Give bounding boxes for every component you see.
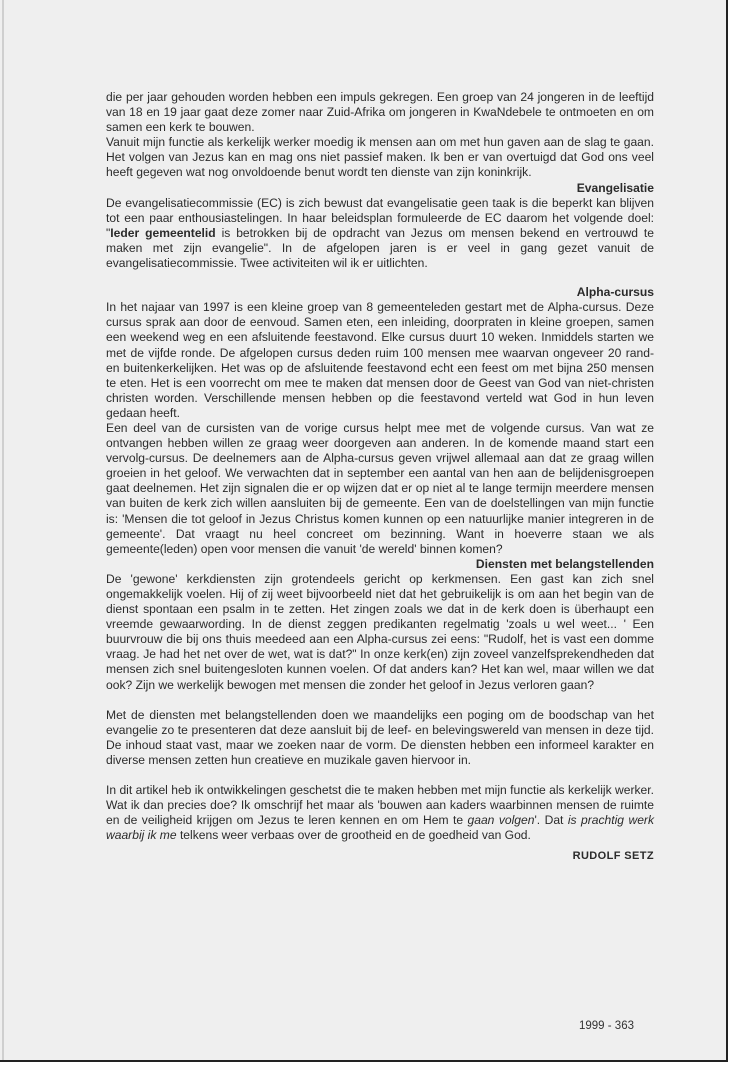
alpha-paragraph-1: In het najaar van 1997 is een kleine groep van 8 gemeenteleden gestart met de Alpha-cursus. Deze cursus sprak aan door de eenvoud. Samen eten, een inleiding, doorpraten in kleine groepen, samen een weekend weg en een afsluitende feestavond. Elke cursus duurt 10 weken. Inmiddels starten we met de vijfde ronde. De afgelopen cursus deden ruim 100 mensen mee waarvan ongeveer 20 rand- en buitenkerkelijken. Het was op de afsluitende feestavond echt een feest om met bijna 250 mensen te eten. Het is een voorrecht om mee te maken dat mensen door de Geest van God van niet-christen christen worden. Verschillende mensen hebben op die feestavond verteld wat God in hun leven gedaan heeft. xyxy=(106,300,654,420)
italic-phrase: gaan volgen xyxy=(467,813,535,828)
italic-phrase-2: is prachtig werk waarbij ik me xyxy=(106,813,655,843)
heading-alpha-cursus: Alpha-cursus xyxy=(576,285,654,300)
diensten-paragraph-2: Met de diensten met belangstellenden doen we maandelijks een poging om de boodschap van het evangelie zo te presenteren dat deze aansluit bij de leef- en belevingswereld van mensen in deze tijd. De inhoud staat vast, maar we zoeken naar de vorm. De diensten hebben een informeel karakter en diverse mensen zetten hun creatieve en muzikale gaven hiervoor in. xyxy=(106,707,654,767)
heading-evangelisatie: Evangelisatie xyxy=(576,180,654,195)
closing-paragraph: In dit artikel heb ik ontwikkelingen geschetst die te maken hebben met mijn functie als kerkelijk werker. Wat ik dan precies doe? Ik omschrijf het maar als 'bouwen aan kaders waarbinnen mensen de ruimte en de veiligheid krijgen om Jezus te leren kennen en om Hem te gaan volgen'. Dat is prachtig werk waarbij ik me telkens weer verbaas over de grootheid en de goedheid van God. xyxy=(106,783,655,843)
author-signature: RUDOLF SETZ xyxy=(572,850,654,863)
page-number: 1999 - 363 xyxy=(579,1020,634,1032)
intro-paragraph-2: Vanuit mijn functie als kerkelijk werker moedig ik mensen aan om met hun gaven aan de slag te gaan. Het volgen van Jezus kan en mag ons niet passief maken. Ik ben er van overtuigd dat God ons veel heeft gegeven wat nog onvoldoende benut wordt ten dienste van zijn koninkrijk. xyxy=(106,135,654,180)
alpha-paragraph-2: Een deel van de cursisten van de vorige cursus helpt mee met de volgende cursus. Van wat ze ontvangen hebben willen ze graag weer doorgeven aan anderen. In de komende maand start een vervolg-cursus. De deelnemers aan de Alpha-cursus geven vrijwel allemaal aan dat ze graag willen groeien in het geloof. We verwachten dat in september een aantal van hen aan de belijdenisgroepen gaat deelnemen. Het zijn signalen die er op wijzen dat er op niet al te lange termijn meerdere mensen van buiten de kerk zich willen aansluiten bij de gemeente. Een van de doelstellingen van mijn functie is: 'Mensen die tot geloof in Jezus Christus komen kunnen op een natuurlijke manier integreren in de gemeente'. Dat vraagt nu heel concreet om bezinning. Want in hoeverre staan we als gemeente(leden) open voor mensen die vanuit 'de wereld' binnen komen? xyxy=(106,420,654,556)
bold-phrase: Ieder gemeentelid xyxy=(110,225,216,240)
evangelisatie-paragraph: De evangelisatiecommissie (EC) is zich bewust dat evangelisatie geen taak is die beperkt kan blijven tot een paar enthousiastelingen. In haar beleidsplan formuleerde de EC daarom het volgende doel: "Ieder gemeentelid is betrokken bij de opdracht van Jezus om mensen bekend en vertrouwd te maken met zijn evangelie". In de afgelopen jaren is er veel in gang gezet vanuit de evangelisatiecommissie. Twee activiteiten wil ik er uitlichten. xyxy=(106,195,654,271)
diensten-paragraph-1: De 'gewone' kerkdiensten zijn grotendeels gericht op kerkmensen. Een gast kan zich snel ongemakkelijk voelen. Hij of zij weet bijvoorbeeld niet dat het gebruikelijk is om aan het begin van de dienst spontaan een psalm in te zetten. Het zingen zoals we dat in de kerk doen is überhaupt een vreemde gewaarwording. In de dienst zeggen predikanten regelmatig 'zoals u wel weet... ' Een buurvrouw die bij ons thuis meedeed aan een Alpha-cursus zei eens: "Rudolf, het is vast een domme vraag. Je had het net over de wet, wat is dat?" In onze kerk(en) zijn zoveel vanzelfsprekendheden dat mensen zich snel buitengesloten kunnen voelen. Of dat anders kan? Het kan wel, maar willen we dat ook? Zijn we werkelijk bewogen met mensen die zonder het geloof in Jezus verloren gaan? xyxy=(106,571,654,692)
page-edge xyxy=(2,0,4,1060)
article-body xyxy=(106,90,654,864)
intro-paragraph-1: die per jaar gehouden worden hebben een impuls gekregen. Een groep van 24 jongeren in de leeftijd van 18 en 19 jaar gaat deze zomer naar Zuid-Afrika om jongeren in KwaNdebele te ontmoeten en om samen een kerk te bouwen. xyxy=(106,90,654,135)
heading-diensten: Diensten met belangstellenden xyxy=(475,556,654,571)
